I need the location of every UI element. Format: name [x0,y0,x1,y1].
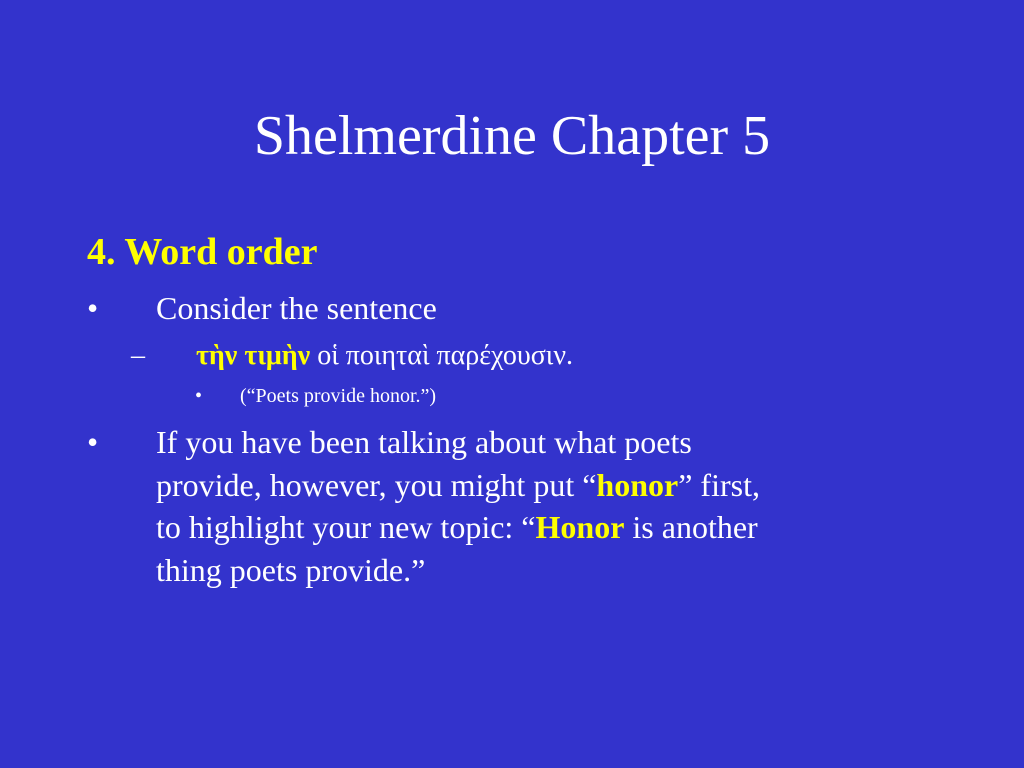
paragraph-line: thing poets provide.” [156,551,426,588]
greek-sentence [196,338,573,374]
bullet-marker: • [87,424,99,460]
bullet-text-word-order-explanation [156,421,936,591]
bullet-text-consider: Consider the sentence [156,290,437,326]
greek-highlight: τὴν τιμὴν [196,340,311,371]
text-segment: provide, however, you might put “ [156,466,597,503]
highlight-honor-capitalized: Honor [535,509,625,545]
translation-text: (“Poets provide honor.”) [240,385,437,407]
text-segment: is another [624,509,758,545]
highlight-honor: honor [596,466,679,503]
slide-title: Shelmerdine Chapter 5 [253,105,771,167]
sub-sub-bullet-marker: • [195,385,203,407]
section-heading: 4. Word order [87,231,318,273]
bullet-marker: • [87,290,99,326]
paragraph-line: If you have been talking about what poets [156,424,692,460]
paragraph-line [156,464,936,507]
sub-bullet-dash: – [131,340,145,371]
text-segment: ” first, [678,466,760,503]
paragraph-line [156,506,936,549]
text-segment: to highlight your new topic: “ [156,509,536,545]
greek-rest: οἱ ποιηταὶ παρέχουσιν. [310,340,573,371]
